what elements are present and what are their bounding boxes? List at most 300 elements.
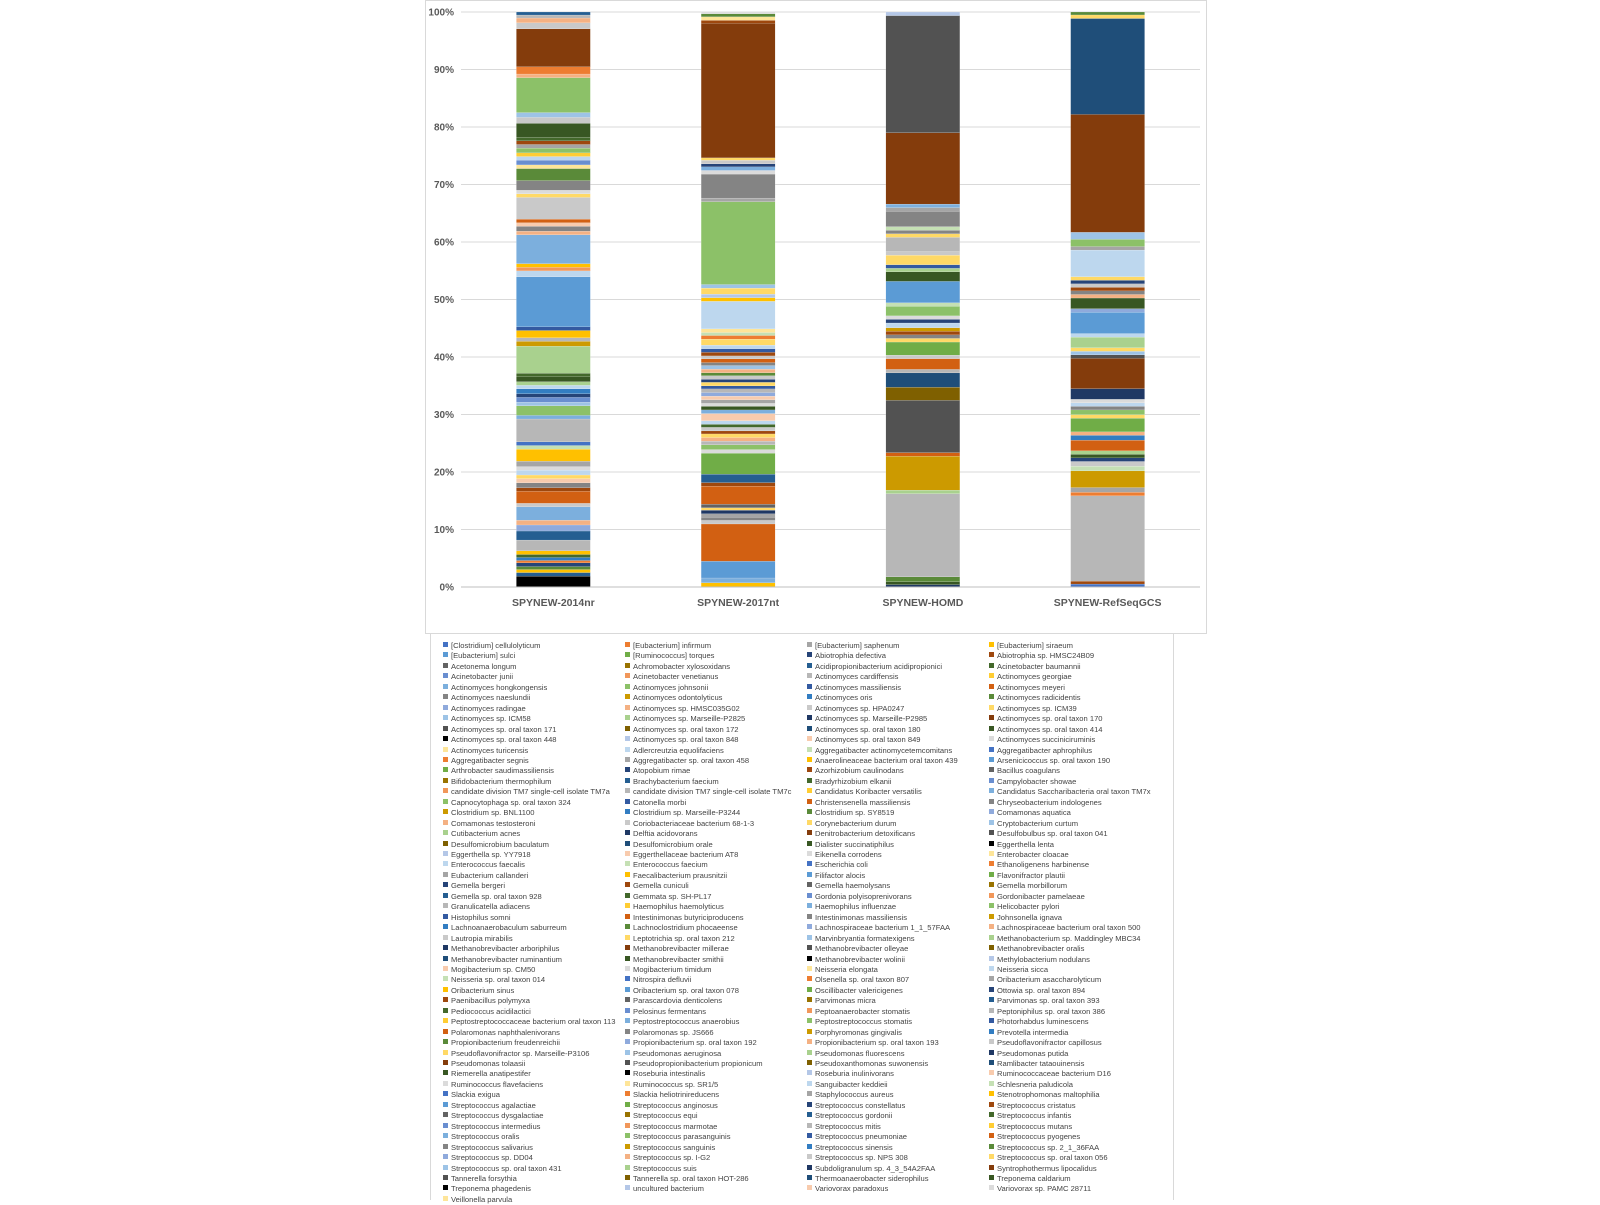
legend-entry	[989, 777, 1167, 787]
legend-label: Variovorax sp. PAMC 28711	[997, 1184, 1092, 1194]
legend-label: Polaromonas sp. JS666	[633, 1027, 714, 1037]
legend-entry	[625, 714, 803, 724]
legend-entry	[625, 902, 803, 912]
legend-swatch	[989, 799, 994, 804]
legend-entry	[443, 1038, 621, 1048]
legend-swatch	[989, 1070, 994, 1075]
legend-swatch	[807, 736, 812, 741]
bar-segment	[701, 424, 775, 427]
legend-label: Escherichia coli	[815, 860, 868, 870]
legend-label: Actinomyces radingae	[451, 703, 526, 713]
legend-swatch	[443, 1123, 448, 1128]
bar-segment	[516, 331, 590, 338]
y-tick-label: 30%	[433, 410, 454, 421]
legend-entry	[807, 641, 985, 651]
legend-swatch	[625, 1185, 630, 1190]
legend-entry	[807, 975, 985, 985]
legend-label: Methanobrevibacter smithii	[633, 954, 724, 964]
legend-entry	[625, 777, 803, 787]
legend-swatch	[625, 747, 630, 752]
bar-segment	[516, 341, 590, 346]
legend-label: Streptococcus cristatus	[997, 1100, 1076, 1110]
legend-label: Actinomyces naeslundii	[451, 693, 531, 703]
legend-label: Azorhizobium caulinodans	[815, 766, 904, 776]
legend-swatch	[443, 841, 448, 846]
legend-swatch	[443, 1154, 448, 1159]
legend-swatch	[625, 715, 630, 720]
legend-label: [Eubacterium] infirmum	[633, 641, 712, 650]
legend-entry	[625, 1184, 803, 1194]
legend-swatch	[625, 956, 630, 961]
bar-segment	[516, 377, 590, 382]
legend-entry	[443, 672, 621, 682]
bar-segment	[701, 486, 775, 504]
legend-entry	[443, 662, 621, 672]
legend-swatch	[807, 778, 812, 783]
legend-entry	[989, 1080, 1167, 1090]
legend-label: candidate division TM7 single-cell isolate TM7a	[451, 787, 610, 797]
legend-swatch	[807, 820, 812, 825]
legend-entry	[443, 829, 621, 839]
legend-label: Catonella morbi	[633, 797, 687, 807]
legend-label: Veillonella parvula	[451, 1194, 513, 1204]
legend-swatch	[625, 1144, 630, 1149]
legend-label: Aggregatibacter segnis	[451, 755, 529, 765]
legend-entry	[443, 1080, 621, 1090]
y-tick-label: 40%	[433, 352, 454, 364]
legend-label: Tannerella sp. oral taxon HOT-286	[633, 1173, 749, 1183]
legend-swatch	[443, 684, 448, 689]
legend-entry	[807, 819, 985, 829]
y-tick-label: 20%	[433, 467, 454, 479]
legend-entry	[989, 1143, 1167, 1153]
legend-entry	[989, 819, 1167, 829]
bar-segment	[1071, 239, 1145, 246]
legend-entry	[807, 996, 985, 1006]
legend-label: Roseburia intestinalis	[633, 1069, 706, 1079]
bar-segment	[516, 181, 590, 191]
legend-swatch	[443, 1165, 448, 1170]
bar-segment	[516, 467, 590, 471]
bar-segment	[701, 164, 775, 167]
legend-entry	[443, 798, 621, 808]
bar-segment	[516, 148, 590, 153]
legend-swatch	[989, 1018, 994, 1023]
legend-swatch	[443, 882, 448, 887]
legend-swatch	[625, 1070, 630, 1075]
legend-label: Gemella haemolysans	[815, 881, 891, 891]
bar-stack	[1071, 12, 1145, 587]
legend-label: Oribacterium asaccharolyticum	[997, 975, 1102, 985]
bar-segment	[701, 410, 775, 414]
legend-label: Delftia acidovorans	[633, 829, 698, 839]
legend-label: Anaerolineaceae bacterium oral taxon 439	[815, 755, 958, 765]
bar-segment	[701, 167, 775, 171]
legend-swatch	[989, 966, 994, 971]
legend-swatch	[443, 924, 448, 929]
bar-segment	[701, 294, 775, 298]
legend-swatch	[989, 851, 994, 856]
legend-swatch	[625, 1018, 630, 1023]
bar-segment	[516, 123, 590, 137]
legend-label: Thermoanaerobacter siderophilus	[815, 1173, 929, 1183]
legend-swatch	[807, 914, 812, 919]
bar-segment	[701, 389, 775, 393]
bar-segment	[1071, 358, 1145, 388]
legend-swatch	[807, 1050, 812, 1055]
legend-label: Actinomyces meyeri	[997, 682, 1065, 692]
legend-label: Gemmata sp. SH-PL17	[633, 891, 712, 901]
bar-segment	[516, 402, 590, 406]
legend-label: Haemophilus haemolyticus	[633, 902, 724, 912]
legend-swatch	[989, 1185, 994, 1190]
bar-segment	[516, 271, 590, 277]
legend-label: uncultured bacterium	[633, 1184, 704, 1194]
legend-label: Acinetobacter baumannii	[997, 661, 1081, 671]
legend-entry	[625, 996, 803, 1006]
bar-stack	[701, 12, 775, 587]
legend-label: Gordonia polyisoprenivorans	[815, 891, 912, 901]
legend-entry	[625, 934, 803, 944]
bar-segment	[701, 301, 775, 329]
bar-segment	[886, 12, 960, 16]
legend-entry	[807, 986, 985, 996]
legend-swatch	[989, 987, 994, 992]
bar-segment	[516, 567, 590, 570]
legend-entry	[989, 829, 1167, 839]
legend-swatch	[807, 1091, 812, 1096]
legend-entry	[989, 934, 1167, 944]
bar-segment	[516, 194, 590, 198]
bar-segment	[516, 197, 590, 219]
legend-swatch	[989, 861, 994, 866]
legend-entry	[807, 881, 985, 891]
legend-entry	[989, 746, 1167, 756]
legend-swatch	[443, 788, 448, 793]
legend-entry	[989, 756, 1167, 766]
legend-entry	[625, 1049, 803, 1059]
legend-swatch	[807, 851, 812, 856]
legend-label: Comamonas testosteroni	[451, 818, 536, 828]
legend-entry	[807, 735, 985, 745]
bar-segment	[516, 449, 590, 461]
bar-segment	[1071, 298, 1145, 309]
bar-segment	[701, 369, 775, 373]
legend-label: Streptococcus equi	[633, 1111, 698, 1121]
legend-label: Pseudopropionibacterium propionicum	[633, 1059, 763, 1068]
bar-segment	[516, 223, 590, 227]
legend-swatch	[807, 956, 812, 961]
legend-swatch	[989, 1060, 994, 1065]
legend-entry	[443, 704, 621, 714]
legend-entry	[807, 672, 985, 682]
legend-swatch	[443, 663, 448, 668]
legend-label: Acinetobacter junii	[451, 672, 514, 682]
legend-swatch	[443, 767, 448, 772]
bar-segment	[516, 557, 590, 560]
legend-entry	[989, 1101, 1167, 1111]
legend-swatch	[807, 1018, 812, 1023]
bar-segment	[701, 450, 775, 454]
bar-segment	[516, 563, 590, 567]
bar-segment	[701, 396, 775, 400]
legend-swatch	[989, 914, 994, 919]
legend-label: Ramlibacter tataouinensis	[997, 1059, 1085, 1068]
bar-segment	[1071, 458, 1145, 462]
bar-segment	[886, 319, 960, 323]
legend-entry	[807, 902, 985, 912]
bar-segment	[701, 453, 775, 474]
y-tick-label: 100%	[428, 7, 454, 19]
legend-label: Oscillibacter valericigenes	[815, 985, 903, 995]
legend-entry	[625, 965, 803, 975]
legend-label: Riemerella anatipestifer	[451, 1069, 531, 1079]
legend-label: Actinomyces sp. HMSC035G02	[633, 703, 740, 713]
legend-swatch	[443, 976, 448, 981]
legend-entry	[443, 1069, 621, 1079]
bar-segment	[701, 504, 775, 508]
legend-label: Acetonema longum	[451, 661, 517, 671]
legend-label: Actinomyces cardiffensis	[815, 672, 899, 682]
legend-label: Methanobrevibacter ruminantium	[451, 954, 563, 964]
legend-entry	[989, 840, 1167, 850]
legend-label: Campylobacter showae	[997, 776, 1077, 786]
legend-entry	[989, 651, 1167, 661]
legend-label: Streptococcus mutans	[997, 1121, 1073, 1131]
legend-swatch	[625, 935, 630, 940]
legend-swatch	[807, 1102, 812, 1107]
legend-swatch	[625, 684, 630, 689]
legend-swatch	[443, 956, 448, 961]
bar-segment	[701, 298, 775, 302]
legend-swatch	[807, 987, 812, 992]
legend-entry	[443, 746, 621, 756]
legend-entry	[625, 1122, 803, 1132]
legend-label: Filifactor alocis	[815, 870, 866, 880]
legend-swatch	[443, 799, 448, 804]
legend-label: Streptococcus sanguinis	[633, 1142, 716, 1152]
chart-frame	[425, 0, 1207, 634]
legend-entry	[625, 850, 803, 860]
y-tick-label: 60%	[433, 237, 454, 249]
bar-segment	[516, 141, 590, 145]
legend-label: [Eubacterium] saphenum	[815, 641, 900, 650]
bar-segment	[701, 382, 775, 386]
bar-segment	[516, 169, 590, 181]
bar-segment	[886, 355, 960, 359]
bar-segment	[516, 488, 590, 492]
legend-swatch	[807, 1029, 812, 1034]
bar-segment	[516, 446, 590, 450]
legend-swatch	[443, 1133, 448, 1138]
legend-entry	[625, 704, 803, 714]
legend-label: Intestinimonas butyriciproducens	[633, 912, 744, 922]
legend-swatch	[807, 924, 812, 929]
legend-label: Actinomyces sp. Marseille-P2985	[815, 714, 928, 724]
legend-entry	[625, 1090, 803, 1100]
bar-segment	[701, 349, 775, 353]
bar-segment	[886, 255, 960, 265]
legend-label: Roseburia inulinivorans	[815, 1069, 894, 1079]
legend-entry	[443, 871, 621, 881]
legend-label: Streptococcus suis	[633, 1163, 697, 1173]
legend-entry	[625, 683, 803, 693]
legend-entry	[443, 1101, 621, 1111]
legend-label: Streptococcus oralis	[451, 1132, 520, 1142]
legend-label: Pseudomonas aeruginosa	[633, 1048, 722, 1058]
bar-segment	[516, 137, 590, 141]
legend-label: Gemella sp. oral taxon 928	[451, 891, 542, 901]
bar-segment	[1071, 114, 1145, 232]
bar-segment	[701, 288, 775, 294]
legend-swatch	[989, 726, 994, 731]
legend-label: Candidatus Koribacter versatilis	[815, 787, 922, 797]
bar-segment	[886, 303, 960, 307]
bar-segment	[701, 12, 775, 14]
legend-label: Pseudoxanthomonas suwonensis	[815, 1059, 929, 1068]
legend-swatch	[807, 767, 812, 772]
legend-swatch	[989, 893, 994, 898]
legend-label: Streptococcus sp. I-G2	[633, 1153, 711, 1163]
bar-segment	[701, 427, 775, 431]
legend-entry	[989, 714, 1167, 724]
legend-swatch	[443, 1018, 448, 1023]
x-category-label: SPYNEW-HOMD	[882, 597, 964, 609]
legend-entry	[625, 1028, 803, 1038]
bar-segment	[701, 578, 775, 583]
bar-segment	[701, 445, 775, 450]
legend-label: [Clostridium] cellulolyticum	[451, 641, 541, 650]
legend-entry	[443, 714, 621, 724]
bar-segment	[516, 29, 590, 67]
legend-swatch	[625, 663, 630, 668]
legend-entry	[989, 860, 1167, 870]
bar-segment	[1071, 351, 1145, 355]
legend-label: Treponema caldarium	[997, 1173, 1071, 1183]
bar-segment	[886, 16, 960, 133]
legend-swatch	[443, 1060, 448, 1065]
legend-entry	[989, 923, 1167, 933]
legend-swatch	[443, 945, 448, 950]
bar-segment	[516, 219, 590, 223]
legend-label: Actinomyces odontolyticus	[633, 693, 723, 703]
bar-segment	[1071, 287, 1145, 291]
legend-entry	[807, 860, 985, 870]
legend-entry	[625, 1153, 803, 1163]
bar-segment	[1071, 284, 1145, 288]
legend-swatch	[625, 778, 630, 783]
legend-swatch	[989, 705, 994, 710]
legend-label: Marvinbryantia formatexigens	[815, 933, 915, 943]
legend-label: Streptococcus anginosus	[633, 1100, 718, 1110]
legend-entry	[989, 902, 1167, 912]
legend-entry	[989, 892, 1167, 902]
legend-entry	[443, 840, 621, 850]
legend-entry	[807, 1038, 985, 1048]
legend-swatch	[989, 976, 994, 981]
legend-entry	[443, 902, 621, 912]
legend-swatch	[625, 997, 630, 1002]
legend-label: Histophilus somni	[451, 912, 511, 922]
bar-segment	[1071, 399, 1145, 403]
legend-entry	[807, 787, 985, 797]
legend-label: Actinomyces radicidentis	[997, 693, 1081, 703]
legend-label: Parascardovia denticolens	[633, 996, 723, 1006]
bar-segment	[1071, 496, 1145, 581]
bar-segment	[516, 235, 590, 264]
legend-label: Lachnoclostridium phocaeense	[633, 923, 738, 933]
legend-label: Peptostreptococcus stomatis	[815, 1017, 913, 1027]
legend-label: Actinomyces georgiae	[997, 672, 1072, 682]
legend-entry	[443, 1174, 621, 1184]
legend-label: Brachybacterium faecium	[633, 776, 719, 786]
bar-segment	[1071, 488, 1145, 493]
legend-label: Methanobrevibacter oralis	[997, 944, 1085, 954]
legend-entry	[807, 1122, 985, 1132]
y-tick-label: 80%	[433, 122, 454, 134]
legend-label: Variovorax paradoxus	[815, 1184, 889, 1194]
legend-entry	[625, 662, 803, 672]
legend-swatch	[989, 1102, 994, 1107]
bar-segment	[1071, 492, 1145, 496]
legend-swatch	[625, 788, 630, 793]
legend-label: Neisseria sp. oral taxon 014	[451, 975, 546, 985]
legend-swatch	[443, 642, 448, 647]
legend-entry	[625, 787, 803, 797]
legend-swatch	[625, 861, 630, 866]
legend-entry	[443, 1164, 621, 1174]
legend-label: Helicobacter pylori	[997, 902, 1060, 912]
legend-swatch	[989, 694, 994, 699]
bar-segment	[886, 456, 960, 490]
legend-label: Actinomyces johnsonii	[633, 682, 709, 692]
legend-swatch	[625, 673, 630, 678]
legend-entry	[989, 996, 1167, 1006]
legend-swatch	[807, 747, 812, 752]
legend-swatch	[443, 820, 448, 825]
x-category-label: SPYNEW-RefSeqGCS	[1053, 597, 1162, 609]
bar-segment	[516, 327, 590, 331]
legend-label: Photorhabdus luminescens	[997, 1017, 1089, 1027]
bar-segment	[516, 406, 590, 416]
legend-label: Bifidobacterium thermophilum	[451, 776, 552, 786]
legend-swatch	[443, 893, 448, 898]
legend-swatch	[807, 1175, 812, 1180]
legend-entry	[625, 871, 803, 881]
legend-entry	[443, 975, 621, 985]
bar-segment	[1071, 403, 1145, 407]
legend-label: Streptococcus parasanguinis	[633, 1132, 731, 1142]
legend-entry	[807, 1184, 985, 1194]
legend-label: Arthrobacter saudimassiliensis	[451, 766, 554, 776]
legend-entry	[625, 693, 803, 703]
legend-label: Oribacterium sinus	[451, 985, 515, 995]
legend-entry	[625, 944, 803, 954]
legend-swatch	[989, 1154, 994, 1159]
legend-label: Streptococcus intermedius	[451, 1121, 541, 1131]
legend-entry	[625, 1101, 803, 1111]
legend-entry	[807, 777, 985, 787]
legend-entry	[443, 934, 621, 944]
bar-segment	[886, 234, 960, 238]
legend-entry	[625, 725, 803, 735]
legend-entry	[989, 944, 1167, 954]
legend-swatch	[989, 956, 994, 961]
legend-entry	[625, 913, 803, 923]
legend-label: Eggerthella lenta	[997, 839, 1054, 849]
chart-legend	[430, 634, 1174, 1204]
legend-swatch	[807, 997, 812, 1002]
